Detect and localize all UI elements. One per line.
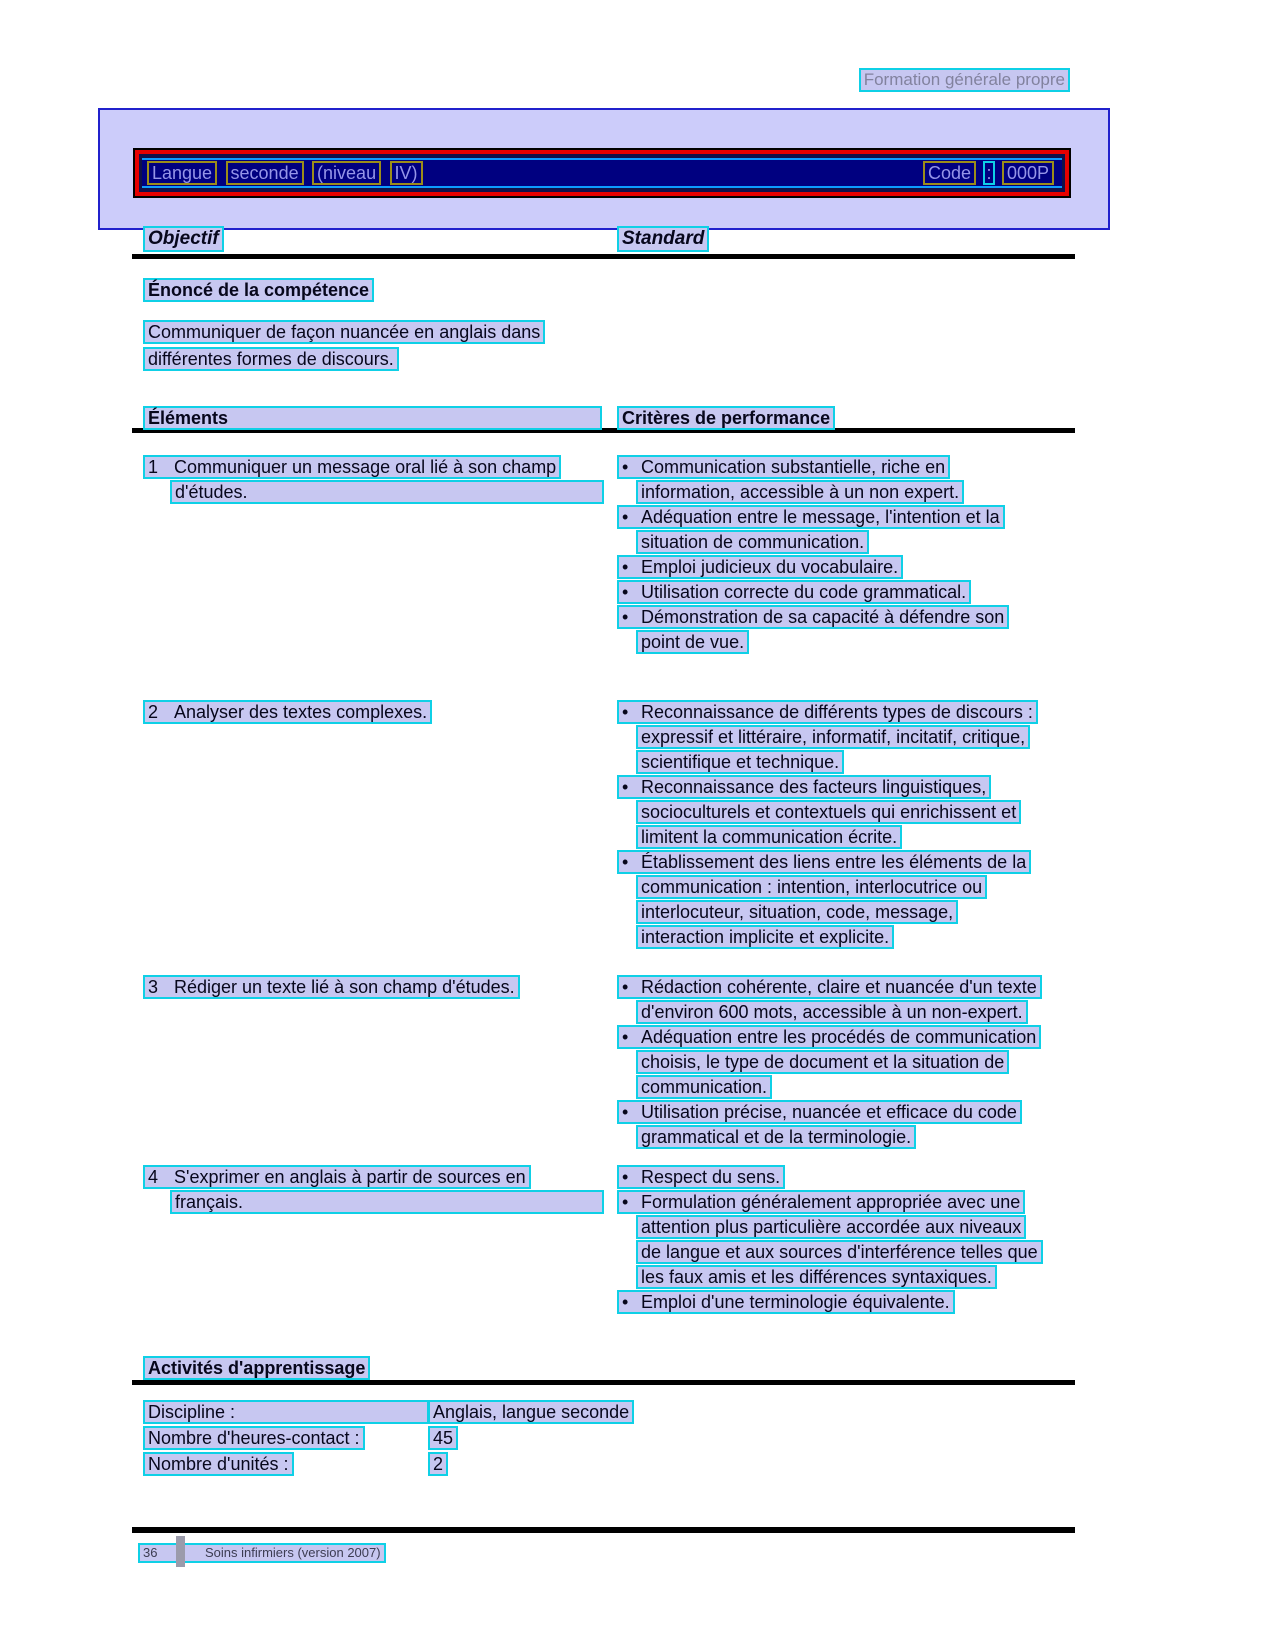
criterion-text: point de vue. — [636, 630, 749, 654]
elements-heading: Éléments — [143, 406, 602, 430]
criterion-text: de langue et aux sources d'interférence telles que — [636, 1240, 1043, 1264]
criteria-heading: Critères de performance — [617, 406, 835, 430]
main-content — [132, 226, 1075, 1478]
element-number: 2 — [148, 702, 159, 722]
element-number: 4 — [148, 1167, 159, 1187]
element-cell — [132, 1165, 617, 1215]
bullet-icon: • — [622, 1292, 629, 1312]
divider-rule — [132, 1380, 1075, 1385]
element-cell — [132, 700, 617, 725]
bullet-icon: • — [622, 557, 629, 577]
course-code-label: Code — [923, 161, 976, 185]
course-title-word: Langue — [147, 161, 217, 185]
criterion-text: Adéquation entre le message, l'intention et la — [641, 507, 1000, 527]
bullet-icon: • — [622, 1102, 629, 1122]
course-banner-frame — [135, 150, 1069, 196]
criteria-cell — [617, 455, 1075, 655]
bullet-icon: • — [622, 852, 629, 872]
bullet-icon: • — [622, 702, 629, 722]
criterion-text: situation de communication. — [636, 530, 869, 554]
criterion-text: Rédaction cohérente, claire et nuancée d'un texte — [641, 977, 1037, 997]
criterion-text: interaction implicite et explicite. — [636, 925, 894, 949]
activity-value: Anglais, langue seconde — [428, 1400, 634, 1424]
criterion-text: socioculturels et contextuels qui enrichissent et — [636, 800, 1021, 824]
criterion-text: Formulation généralement appropriée avec une — [641, 1192, 1021, 1212]
course-title-word: (niveau — [312, 161, 381, 185]
activities-row — [143, 1426, 1075, 1452]
activity-value: 45 — [428, 1426, 458, 1450]
criterion-text: grammatical et de la terminologie. — [636, 1125, 916, 1149]
standard-heading: Standard — [617, 226, 709, 252]
criterion-text: Reconnaissance de différents types de discours : — [641, 702, 1033, 722]
competence-line: Communiquer de façon nuancée en anglais dans — [143, 320, 545, 344]
course-title-word: seconde — [226, 161, 304, 185]
page-number: 36 — [143, 1545, 158, 1560]
element-cell — [132, 975, 617, 1000]
program-label — [859, 68, 1070, 92]
course-box — [98, 108, 1110, 230]
criterion-text: communication : intention, interlocutrice ou — [636, 875, 987, 899]
footer-rule — [132, 1527, 1075, 1533]
competence-heading — [132, 278, 1075, 300]
bullet-icon: • — [622, 977, 629, 997]
criterion-text: Démonstration de sa capacité à défendre son — [641, 607, 1005, 627]
bullet-icon: • — [622, 607, 629, 627]
bullet-icon: • — [622, 777, 629, 797]
element-cell — [132, 455, 617, 505]
criterion-text: Établissement des liens entre les éléments de la — [641, 852, 1027, 872]
criterion-text: Utilisation correcte du code grammatical. — [641, 582, 967, 602]
table-row — [132, 1165, 1075, 1315]
criterion-text: scientifique et technique. — [636, 750, 844, 774]
element-text: S'exprimer en anglais à partir de sources en — [174, 1167, 526, 1187]
criterion-text: Utilisation précise, nuancée et efficace du code — [641, 1102, 1017, 1122]
objectif-heading: Objectif — [143, 226, 224, 252]
activities-table — [132, 1400, 1075, 1478]
activities-row — [143, 1400, 1075, 1426]
table-headings — [132, 406, 1075, 428]
footer-text: Soins infirmiers (version 2007) — [205, 1545, 381, 1560]
bullet-icon: • — [622, 1192, 629, 1212]
competence-heading-text: Énoncé de la compétence — [143, 278, 374, 302]
activity-label: Discipline : — [143, 1400, 429, 1424]
course-banner-line — [142, 158, 1062, 188]
criterion-text: Reconnaissance des facteurs linguistiques, — [641, 777, 987, 797]
criterion-text: choisis, le type de document et la situation de — [636, 1050, 1009, 1074]
bullet-icon: • — [622, 582, 629, 602]
criterion-text: expressif et littéraire, informatif, incitatif, critique, — [636, 725, 1030, 749]
criterion-text: Emploi judicieux du vocabulaire. — [641, 557, 899, 577]
course-title — [147, 161, 427, 185]
table-row — [132, 700, 1075, 950]
criteria-cell — [617, 1165, 1075, 1315]
bullet-icon: • — [622, 457, 629, 477]
table-row — [132, 455, 1075, 655]
criterion-text: les faux amis et les différences syntaxiques. — [636, 1265, 997, 1289]
activity-label: Nombre d'unités : — [143, 1452, 294, 1476]
element-text: français. — [170, 1190, 604, 1214]
element-text: Analyser des textes complexes. — [174, 702, 428, 722]
criterion-text: information, accessible à un non expert. — [636, 480, 964, 504]
element-text: Communiquer un message oral lié à son champ — [174, 457, 557, 477]
course-code — [923, 161, 1057, 185]
course-code-separator: : — [983, 161, 994, 185]
column-headings — [132, 226, 1075, 254]
criterion-text: d'environ 600 mots, accessible à un non-expert. — [636, 1000, 1028, 1024]
criteria-cell — [617, 975, 1075, 1150]
activities-heading — [132, 1356, 1075, 1378]
criterion-text: attention plus particulière accordée aux niveaux — [636, 1215, 1026, 1239]
criterion-text: interlocuteur, situation, code, message, — [636, 900, 958, 924]
bullet-icon: • — [622, 1167, 629, 1187]
criterion-text: communication. — [636, 1075, 772, 1099]
program-label-text: Formation générale propre — [859, 68, 1070, 92]
activity-value: 2 — [428, 1452, 448, 1476]
course-title-word: IV) — [390, 161, 423, 185]
table-row — [132, 975, 1075, 1150]
course-code-value: 000P — [1002, 161, 1054, 185]
activity-label: Nombre d'heures-contact : — [143, 1426, 365, 1450]
criterion-text: Respect du sens. — [641, 1167, 781, 1187]
bullet-icon: • — [622, 1027, 629, 1047]
activities-row — [143, 1452, 1075, 1478]
criteria-cell — [617, 700, 1075, 950]
criterion-text: Adéquation entre les procédés de communication — [641, 1027, 1037, 1047]
criterion-text: limitent la communication écrite. — [636, 825, 902, 849]
element-number: 1 — [148, 457, 159, 477]
activities-heading-text: Activités d'apprentissage — [143, 1356, 370, 1380]
criterion-text: Emploi d'une terminologie équivalente. — [641, 1292, 950, 1312]
course-banner — [133, 148, 1071, 198]
competence-statement — [132, 320, 1075, 374]
bullet-icon: • — [622, 507, 629, 527]
divider-rule — [132, 254, 1075, 259]
footer-separator-bar — [176, 1536, 185, 1567]
element-text: d'études. — [170, 480, 604, 504]
element-text: Rédiger un texte lié à son champ d'études. — [174, 977, 515, 997]
criterion-text: Communication substantielle, riche en — [641, 457, 946, 477]
element-number: 3 — [148, 977, 159, 997]
competence-line: différentes formes de discours. — [143, 347, 399, 371]
